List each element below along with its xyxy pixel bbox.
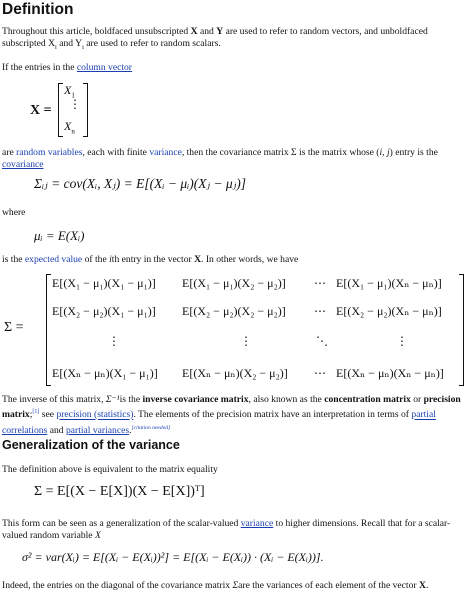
column-vector-matrix: $X_1$ ⋮ $X_n$ — [58, 83, 88, 137]
equivalence-paragraph: The definition above is equivalent to the matrix equality — [2, 464, 218, 475]
link-precision-statistics[interactable]: precision (statistics) — [56, 409, 134, 421]
link-column-vector[interactable]: column vector — [76, 62, 133, 73]
link-expected-value[interactable]: expected value — [24, 254, 83, 265]
inverse-matrix-paragraph: The inverse of this matrix, Σ⁻¹is the inverse covariance matrix, also known as the concentration matrix or precision matrix;[1] see precision (statistics). The elements of the precision matrix have an interpretation in terms of partial correlations and partial variances.[citation needed] — [2, 394, 461, 437]
matrix-cell: ⋮ — [108, 334, 120, 348]
matrix-cell: ⋯ — [314, 276, 326, 290]
matrix-cell: ⋱ — [316, 334, 328, 348]
covariance-matrix — [46, 274, 464, 386]
generalization-paragraph: This form can be seen as a generalization of the scalar-valued variance to higher dimensions. Recall that for a scalar-valued random variable X — [2, 518, 451, 542]
link-partial-variances[interactable]: partial variances — [65, 425, 130, 437]
covariance-matrix-equation: Σ = E[(X₁ − μ₁)(X₁ − μ₁)] E[(X₁ − μ₁)(X₂ − μ₂)] ⋯ E[(X₁ − μ₁)(Xₙ − μₙ)] E[(X₂ − μ₂)(X₁ − μ₁)] E[(X₂ − μ₂)(X₂ − μ₂)] ⋯ E[(X₂ − μ₂)(Xₙ − μₙ)] ⋮ ⋮ ⋱ ⋮ E[(Xₙ − μₙ)(X₁ − μ₁)] E[(Xₙ − μₙ)(X₂ − μ₂)] ⋯ E[(Xₙ − μₙ)(Xₙ − μₙ)] — [4, 274, 464, 388]
bracket-left — [46, 274, 51, 386]
diagonal-paragraph: Indeed, the entries on the diagonal of the covariance matrix Σare the variances of each element of the vector X. — [2, 580, 429, 591]
matrix-cell: ⋮ — [240, 334, 252, 348]
intro-paragraph: Throughout this article, boldfaced unsubscripted X and Y are used to refer to random vectors, and unboldfaced subscripted $X_i$ and $Y_i$ are used to refer to random scalars. — [2, 26, 428, 52]
link-covariance[interactable]: covariance — [2, 159, 44, 171]
section-heading-definition: Definition — [2, 1, 74, 18]
matrix-cell: E[(Xₙ − μₙ)(Xₙ − μₙ)] — [336, 366, 444, 380]
bracket-left — [58, 83, 63, 137]
equation-sigma-ij: Σᵢⱼ = cov(Xᵢ, Xⱼ) = E[(Xᵢ − μᵢ)(Xⱼ − μⱼ)] — [34, 176, 247, 191]
covariance-definition-paragraph: are random variables, each with finite variance, then the covariance matrix Σ is the matrix whose (i, j) entry is the covariance — [2, 147, 438, 171]
bracket-right — [83, 83, 88, 137]
matrix-cell: E[(Xₙ − μₙ)(X₂ − μ₂)] — [182, 366, 288, 380]
matrix-cell: E[(X₁ − μ₁)(X₁ − μ₁)] — [52, 276, 156, 290]
article-page: Definition Throughout this article, boldfaced unsubscripted X and Y are used to refer to random vectors, and unboldfaced subscripted $X_i$ and $Y_i$ are used to refer to random scalars. If the entries in the column vector X = $X_1$ ⋮ $X_n$ are random variables, each with finite variance, then the covariance matrix Σ is the matrix whose (i, j) entry is the covariance Σᵢⱼ = cov(Xᵢ, Xⱼ) = E[(Xᵢ − μᵢ)(Xⱼ − μⱼ)] where μᵢ = E(Xᵢ) is the expected value of the ith entry in the vector X. In other words, we have Σ = E[(X₁ − μ₁)(X₁ − μ₁)] E[(X₁ − μ₁)(X₂ − μ₂)] ⋯ E[(X₁ − μ₁)(Xₙ − μₙ)] E[(X₂ − μ₂)(X₁ − μ₁)] E[(X₂ − μ₂)(X₂ − μ₂)] ⋯ E[(X₂ − μ₂)(Xₙ − μₙ)] ⋮ ⋮ ⋱ ⋮ E[(Xₙ − μₙ)(X₁ − μ₁)] E[(Xₙ − μₙ)(X₂ − μ₂)] ⋯ E[(Xₙ − μₙ)(Xₙ − μₙ)] The inverse of this matrix, Σ⁻¹is the inverse covariance matrix, also known as the concentration matrix or precision matrix;[1] see precision (statistics). The elements of the precision matrix have an interpretation in terms of partial correlations and partial variances.[citation needed] Generalization of the variance The definition above is equivalent to the matrix equality Σ = E[(X − E[X])(X − E[X])ᵀ] This form can be seen as a generalization of the scalar-valued variance to higher dimensions. Recall that for a scalar-valued random variable X σ² = var(Xᵢ) = E[(Xᵢ − E(Xᵢ))²] = E[(Xᵢ − E(Xᵢ)) · (Xᵢ − E(Xᵢ))]. Indeed, the entries on the diagonal of the covariance matrix Σare the variances of each element of the vector X. — [0, 0, 468, 600]
matrix-cell: E[(X₁ − μ₁)(X₂ − μ₂)] — [182, 276, 286, 290]
link-variance-2[interactable]: variance — [240, 518, 274, 529]
equation-matrix-equality: Σ = E[(X − E[X])(X − E[X])ᵀ] — [34, 484, 205, 499]
matrix-cell: E[(X₂ − μ₂)(X₂ − μ₂)] — [182, 304, 286, 318]
link-variance[interactable]: variance — [149, 147, 182, 158]
bracket-right — [459, 274, 464, 386]
column-vector-paragraph: If the entries in the column vector — [2, 62, 133, 73]
matrix-cell: ⋯ — [314, 304, 326, 318]
equation-mu: μᵢ = E(Xᵢ) — [34, 228, 85, 243]
matrix-cell: E[(X₂ − μ₂)(X₁ − μ₁)] — [52, 304, 156, 318]
matrix-cell: ⋮ — [396, 334, 408, 348]
where-text: where — [2, 207, 26, 218]
expected-value-paragraph: is the expected value of the ith entry in the vector X. In other words, we have — [2, 254, 299, 265]
link-partial-correlations[interactable]: partial correlations — [2, 409, 436, 437]
link-random-variables[interactable]: random variables — [16, 147, 83, 158]
reference-link[interactable]: [1] — [32, 409, 40, 416]
section-heading-generalization: Generalization of the variance — [2, 438, 180, 452]
matrix-cell: E[(Xₙ − μₙ)(X₁ − μ₁)] — [52, 366, 158, 380]
matrix-cell: E[(X₁ − μ₁)(Xₙ − μₙ)] — [336, 276, 442, 290]
equation-scalar-variance: σ² = var(Xᵢ) = E[(Xᵢ − E(Xᵢ))²] = E[(Xᵢ − E(Xᵢ)) · (Xᵢ − E(Xᵢ))]. — [22, 550, 324, 564]
matrix-cell: ⋯ — [314, 366, 326, 380]
citation-needed-link[interactable]: [citation needed] — [131, 425, 171, 431]
matrix-cell: E[(X₂ − μ₂)(Xₙ − μₙ)] — [336, 304, 442, 318]
